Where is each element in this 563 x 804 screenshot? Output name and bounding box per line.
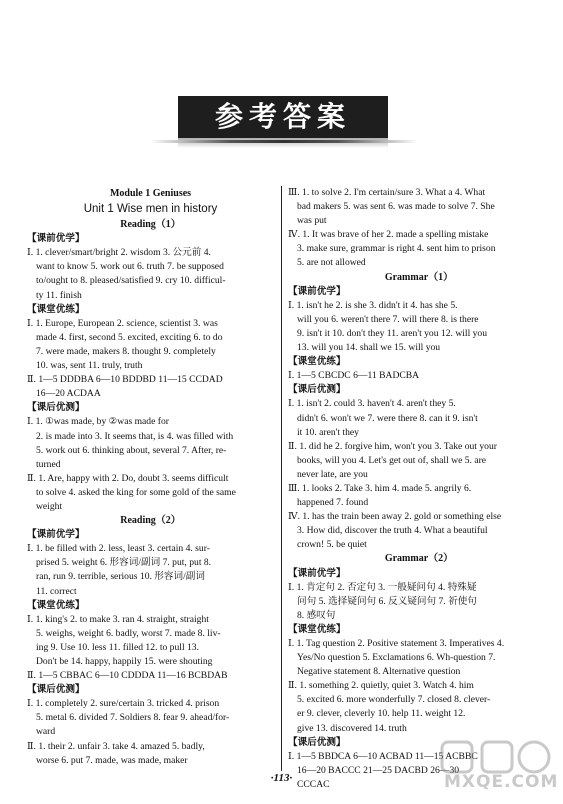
answer-line: Ⅱ. 1. did he 2. forgive him, won't you 3. Take out your xyxy=(288,440,497,452)
left-column xyxy=(27,187,274,768)
section-heading: 【课前优学】 xyxy=(288,567,346,579)
answer-line: 13. will you 14. shall we 15. will you xyxy=(297,342,441,354)
answer-line: ing 9. Use 10. less 11. filled 12. to pull 13. xyxy=(36,641,199,653)
answer-line: Ⅱ. 1—5 DDDBA 6—10 BDDBD 11—15 CCDAD xyxy=(27,374,223,386)
section-heading: 【课前优学】 xyxy=(288,285,346,297)
answer-line: Ⅰ. 1. ①was made, by ②was made for xyxy=(27,416,169,428)
answer-line: Don't be 14. happy, happily 15. were shouting xyxy=(36,656,213,667)
answer-line: ty 11. finish xyxy=(36,289,82,301)
answer-line: worse 6. put 7. made, was made, maker xyxy=(36,754,188,766)
answer-line: turned xyxy=(36,458,61,470)
answer-line: was put xyxy=(297,215,327,227)
watermark-text: MXQE.COM xyxy=(444,772,559,792)
answer-line: Ⅰ. 1. isn't 2. could 3. haven't 4. aren't they 5. xyxy=(288,398,456,410)
answer-line: made 4. first, second 5. excited, exciting 6. to do xyxy=(36,331,223,343)
answer-line: weight xyxy=(36,500,63,512)
answer-line: 5. excited 6. more wonderfully 7. closed 8. clever- xyxy=(297,694,491,706)
answer-line: to/ought to 8. pleased/satisfied 9. cry 10. difficul- xyxy=(36,275,226,287)
answer-line: 10. was, sent 11. truly, truth xyxy=(36,360,143,372)
answer-line: bad makers 5. was sent 6. was made to solve 7. She xyxy=(297,201,495,213)
answer-line: Ⅱ. 1. their 2. unfair 3. take 4. amazed 5. badly, xyxy=(27,740,205,752)
answer-line: ran, run 9. terrible, serious 10. 形容词/副词 xyxy=(36,571,205,583)
answer-line: Ⅰ. 1. be filled with 2. less, least 3. certain 4. sur- xyxy=(27,543,210,555)
subheading: Module 1 Geniuses xyxy=(109,188,192,199)
answer-line: 5. work out 6. thinking about, several 7. After, re- xyxy=(36,444,227,456)
answer-line: 5. are not allowed xyxy=(297,257,366,269)
answer-line: ward xyxy=(36,726,56,738)
column-divider xyxy=(281,186,282,771)
subheading: Reading（1） xyxy=(120,219,181,231)
section-heading: 【课堂优练】 xyxy=(27,599,85,611)
answer-line: Ⅰ. 1. isn't he 2. is she 3. didn't it 4. has she 5. xyxy=(288,299,458,311)
subheading: Grammar（2） xyxy=(384,553,454,565)
answer-line: Ⅰ. 1. Tag question 2. Positive statement 3. Imperatives 4. xyxy=(288,638,505,649)
section-heading: 【课后优测】 xyxy=(27,402,85,414)
answer-line: 16—20 ACDAA xyxy=(36,388,101,400)
answer-line: want to know 5. work out 6. truth 7. be supposed xyxy=(36,261,224,273)
answer-line: prised 5. weight 6. 形容词/副词 7. put, put 8. xyxy=(36,557,212,569)
section-heading: 【课堂优练】 xyxy=(288,623,346,635)
answer-line: 3. How did, discover the truth 4. What a beautiful xyxy=(297,525,488,537)
answer-line: 问句 5. 选择疑问句 6. 反义疑问句 7. 祈使句 xyxy=(297,595,477,607)
answer-line: happened 7. found xyxy=(297,497,369,509)
answer-line: Ⅰ. 1—5 BBDCA 6—10 ACBAD 11—15 ACBBC xyxy=(288,750,478,762)
subheading: Reading（2） xyxy=(120,515,181,527)
answer-line: will you 6. weren't there 7. will there 8. is there xyxy=(297,313,479,325)
answer-line: Ⅰ. 1. Europe, European 2. science, scientist 3. was xyxy=(27,317,218,329)
answer-line: never late, are you xyxy=(297,468,368,480)
answer-line: CCCAC xyxy=(297,778,330,790)
answer-line: 3. make sure, grammar is right 4. sent him to prison xyxy=(297,243,496,255)
answer-line: Negative statement 8. Alternative question xyxy=(297,666,461,678)
answer-line: books, will you 4. Let's get out of, shall we 5. are xyxy=(297,454,487,466)
answer-line: crown! 5. be quiet xyxy=(297,539,367,551)
section-heading: 【课堂优练】 xyxy=(288,356,346,368)
answer-line: Ⅱ. 1—5 CBBAC 6—10 CDDDA 11—16 BCBDAB xyxy=(27,670,228,682)
answer-line: Ⅰ. 1. clever/smart/bright 2. wisdom 3. 公元前 4. xyxy=(27,247,211,259)
answer-line: Ⅰ. 1—5 CBCDC 6—11 BADCBA xyxy=(288,370,420,382)
subheading: Unit 1 Wise men in history xyxy=(83,203,218,216)
answer-line: 7. were made, makers 8. thought 9. completely xyxy=(36,345,216,357)
subheading: Grammar（1） xyxy=(384,271,454,283)
answer-line: 9. isn't it 10. don't they 11. aren't you 12. will you xyxy=(297,327,488,339)
answer-line: to solve 4. asked the king for some gold of the same xyxy=(36,486,236,498)
section-heading: 【课后优测】 xyxy=(288,736,346,748)
answer-line: Ⅲ. 1. to solve 2. I'm certain/sure 3. What a 4. What xyxy=(288,187,486,198)
answer-line: 11. correct xyxy=(36,585,77,597)
answer-line: 16—20 BACCC 21—25 DACBD 26—30 xyxy=(297,764,460,776)
right-column xyxy=(288,186,550,792)
answer-line: Ⅱ. 1. something 2. quietly, quiet 3. Watch 4. him xyxy=(288,680,474,692)
section-heading: 【课前优学】 xyxy=(27,233,85,245)
answer-line: Ⅳ. 1. It was brave of her 2. made a spelling mistake xyxy=(288,229,489,241)
answer-line: 2. is made into 3. It seems that, is 4. was filled with xyxy=(36,430,234,442)
section-heading: 【课后优测】 xyxy=(27,684,85,696)
section-heading: 【课后优测】 xyxy=(288,384,346,396)
answer-line: Ⅰ. 1. completely 2. sure/certain 3. tricked 4. prison xyxy=(27,698,220,710)
answer-line: Ⅲ. 1. looks 2. Take 3. him 4. made 5. angrily 6. xyxy=(288,482,472,494)
answer-line: give 13. discovered 14. truth xyxy=(297,722,407,734)
section-heading: 【课堂优练】 xyxy=(27,303,85,315)
answer-line: 5. weighs, weight 6. badly, worst 7. made 8. liv- xyxy=(36,627,221,639)
answer-line: Ⅰ. 1. 肯定句 2. 否定句 3. 一般疑问句 4. 特殊疑 xyxy=(288,581,477,593)
answer-line: didn't 6. won't we 7. were there 8. can it 9. isn't xyxy=(297,412,478,424)
watermark-logo xyxy=(438,738,559,794)
answer-key-banner xyxy=(178,96,388,138)
answer-line: 8. 感叹句 xyxy=(297,609,336,621)
answer-line: Yes/No question 5. Exclamations 6. Wh-question 7. xyxy=(297,652,496,664)
answer-line: Ⅰ. 1. king's 2. to make 3. ran 4. straight, straight xyxy=(27,613,209,625)
banner-rule xyxy=(150,140,418,143)
answer-line: Ⅳ. 1. has the train been away 2. gold or something else xyxy=(288,511,502,523)
banner-title: 参考答案 xyxy=(214,100,351,133)
answer-line: it 10. aren't they xyxy=(297,426,359,438)
page-number: ·113· xyxy=(270,772,293,784)
section-heading: 【课前优学】 xyxy=(27,529,85,541)
answer-line: er 9. clever, cleverly 10. help 11. weight 12. xyxy=(297,708,466,720)
answer-line: Ⅱ. 1. Are, happy with 2. Do, doubt 3. seems difficult xyxy=(27,472,229,484)
answer-line: 5. metal 6. divided 7. Soldiers 8. fear 9. ahead/for- xyxy=(36,712,230,724)
